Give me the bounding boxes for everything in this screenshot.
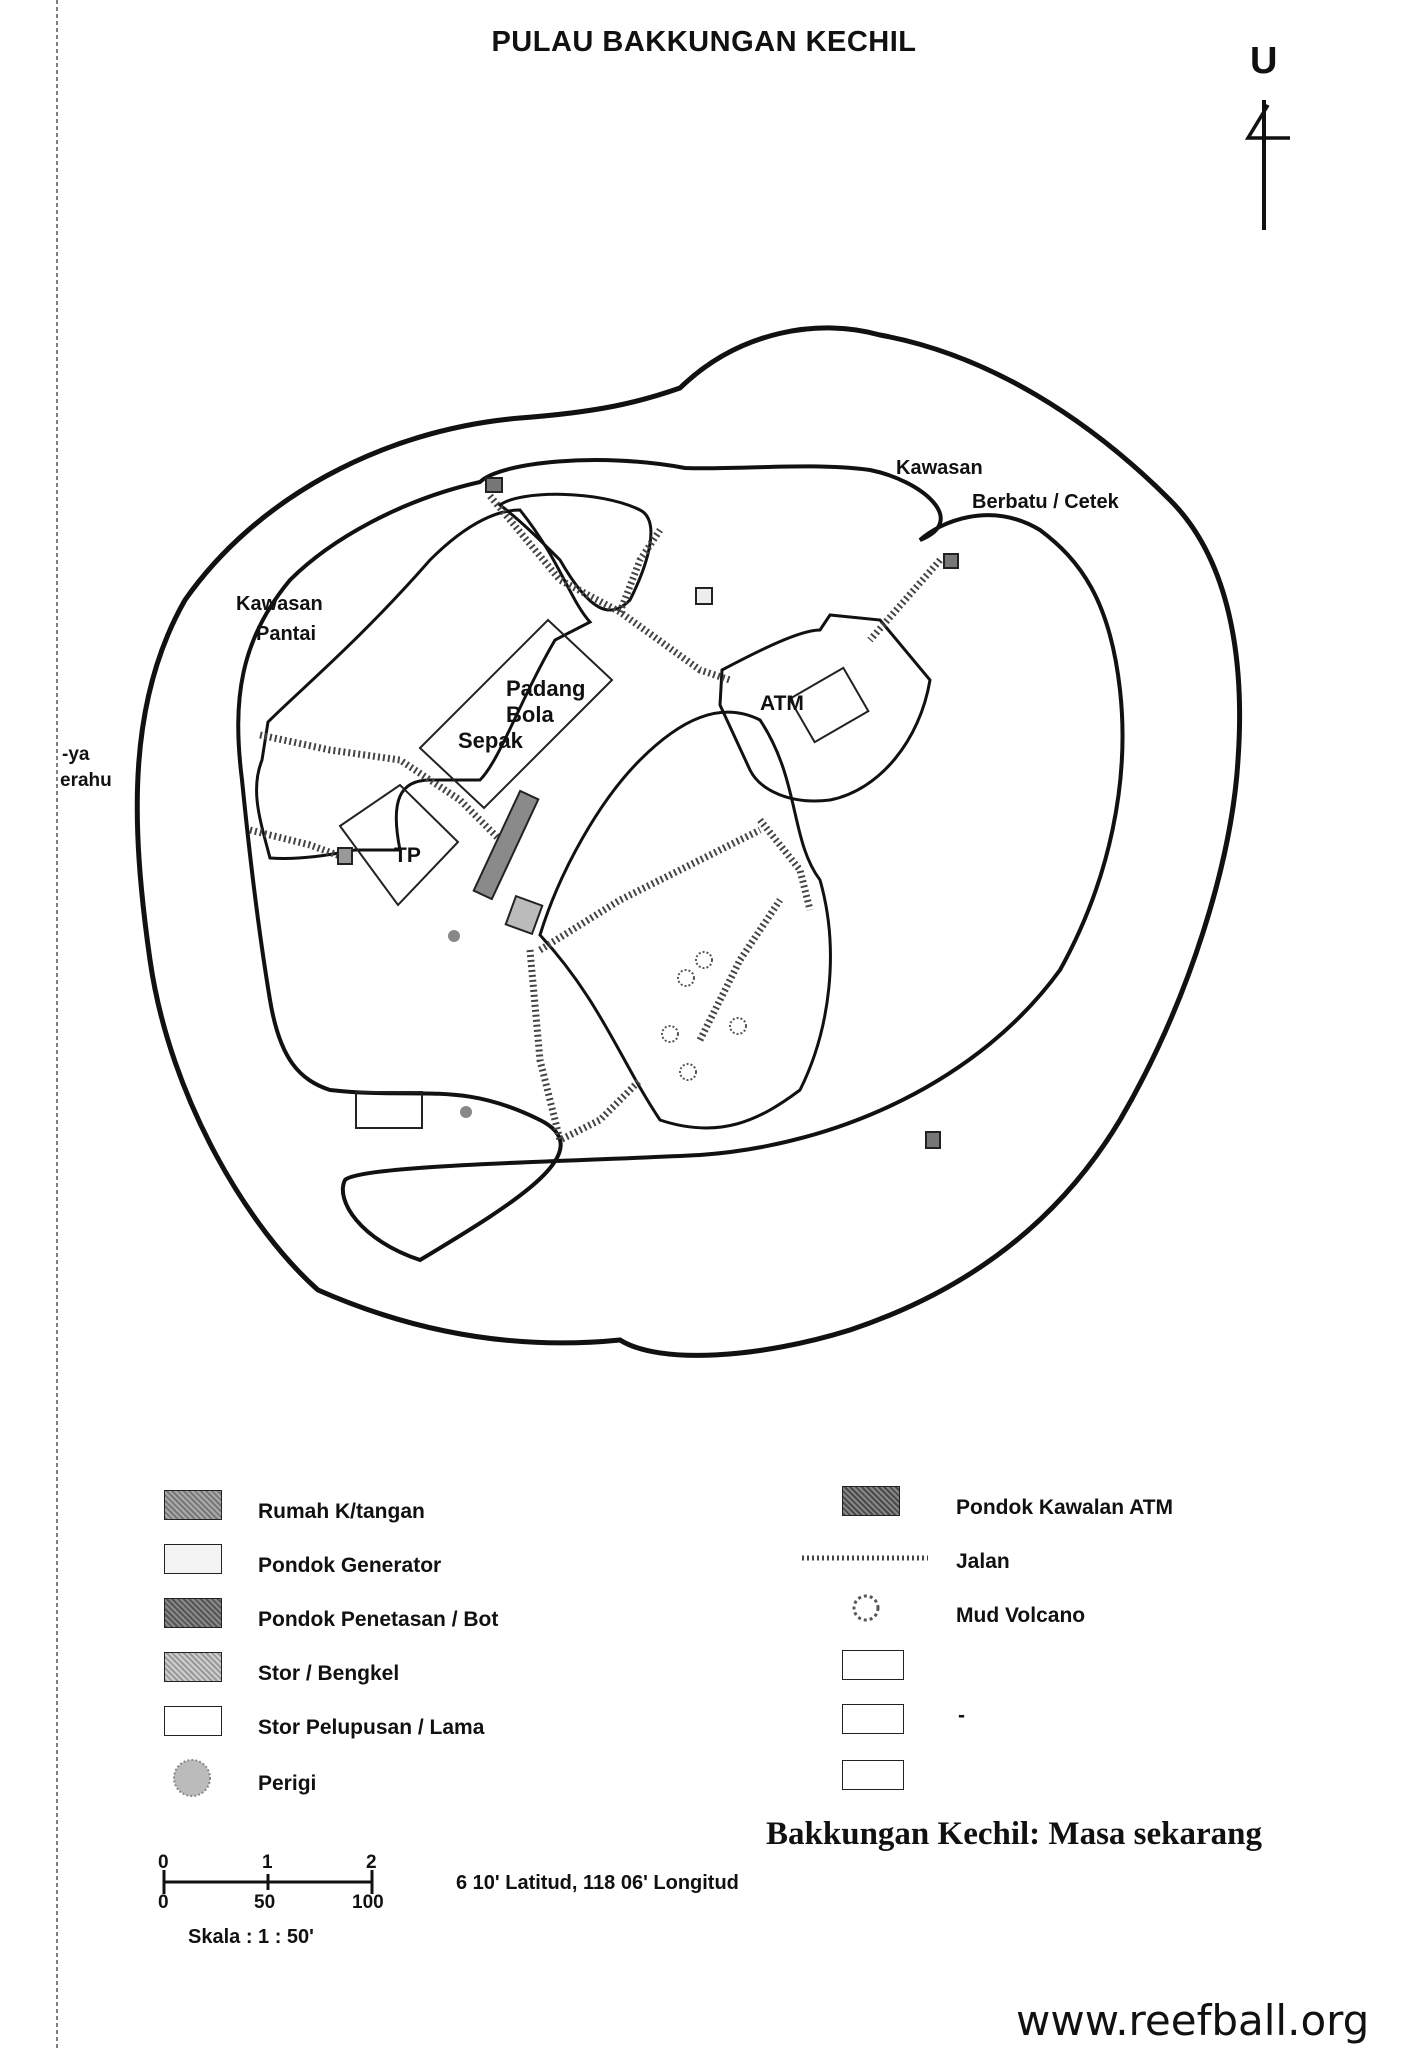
legend-swatch-blank-2 — [842, 1704, 904, 1734]
kawalan-hut-se — [926, 1132, 940, 1148]
legend-swatch-lama — [164, 1706, 222, 1736]
label-kawasan-berbatu-2: Berbatu / Cetek — [972, 491, 1119, 513]
beach-boundary — [238, 460, 1122, 1260]
generator-hut — [696, 588, 712, 604]
map-title: PULAU BAKKUNGAN KECHIL — [491, 26, 917, 58]
scale-bottom-0: 0 — [158, 1892, 169, 1913]
legend-label-penetasan: Pondok Penetasan / Bot — [258, 1608, 499, 1631]
label-padang-2: Bola — [506, 702, 554, 727]
legend-label-stor: Stor / Bengkel — [258, 1662, 400, 1685]
north-arrow-icon — [1248, 100, 1290, 230]
legend-label-rumah: Rumah K/tangan — [258, 1500, 425, 1523]
label-tp: TP — [394, 844, 421, 867]
legend-label-lama: Stor Pelupusan / Lama — [258, 1716, 485, 1739]
scale-top-0: 0 — [158, 1852, 169, 1873]
lama-building — [356, 1092, 422, 1128]
legend-swatch-generator — [164, 1544, 222, 1574]
legend-swatch-stor — [164, 1652, 222, 1682]
legend-label-generator: Pondok Generator — [258, 1554, 442, 1577]
rumah-hut — [338, 848, 352, 864]
label-cut-2: erahu — [60, 770, 112, 791]
legend-swatch-blank-1 — [842, 1650, 904, 1680]
reef-outline — [137, 328, 1239, 1355]
map-caption: Bakkungan Kechil: Masa sekarang — [766, 1816, 1262, 1852]
north-label: U — [1250, 40, 1278, 82]
legend-swatch-kawalan — [842, 1486, 900, 1516]
label-padang-1: Padang — [506, 676, 586, 701]
scale-label: Skala : 1 : 50' — [188, 1926, 314, 1948]
kawalan-hut-n — [486, 478, 502, 492]
label-kawasan-berbatu-1: Kawasan — [896, 457, 983, 479]
legend-swatch-jalan — [800, 1552, 930, 1564]
legend-label-mud: Mud Volcano — [956, 1604, 1086, 1627]
legend-swatch-rumah — [164, 1490, 222, 1520]
legend-swatch-mud-volcano — [848, 1590, 884, 1626]
legend-label-perigi: Perigi — [258, 1772, 317, 1795]
legend-label-jalan: Jalan — [956, 1550, 1010, 1573]
scale-bottom-1: 50 — [254, 1892, 276, 1913]
legend-label-blank-dash: - — [958, 1704, 965, 1727]
scale-top-1: 1 — [262, 1852, 273, 1873]
legend-swatch-perigi — [170, 1756, 214, 1800]
well-icon — [448, 930, 460, 942]
label-kawasan-pantai-1: Kawasan — [236, 593, 323, 615]
kawalan-hut-ne — [944, 554, 958, 568]
legend-label-kawalan: Pondok Kawalan ATM — [956, 1496, 1174, 1519]
label-cut-1: -ya — [62, 744, 90, 765]
scale-bottom-2: 100 — [352, 1892, 384, 1913]
scale-top-2: 2 — [366, 1852, 377, 1873]
website-watermark: www.reefball.org — [1016, 1996, 1370, 2045]
legend-swatch-penetasan — [164, 1598, 222, 1628]
stor-building — [506, 896, 543, 934]
label-padang-3: Sepak — [458, 728, 523, 753]
coordinates: 6 10' Latitud, 118 06' Longitud — [456, 1872, 739, 1894]
label-kawasan-pantai-2: Pantai — [256, 623, 317, 645]
legend-swatch-blank-3 — [842, 1760, 904, 1790]
atm-zone — [720, 615, 930, 801]
label-atm: ATM — [760, 692, 804, 715]
well-icon — [460, 1106, 472, 1118]
south-zone — [540, 712, 830, 1128]
